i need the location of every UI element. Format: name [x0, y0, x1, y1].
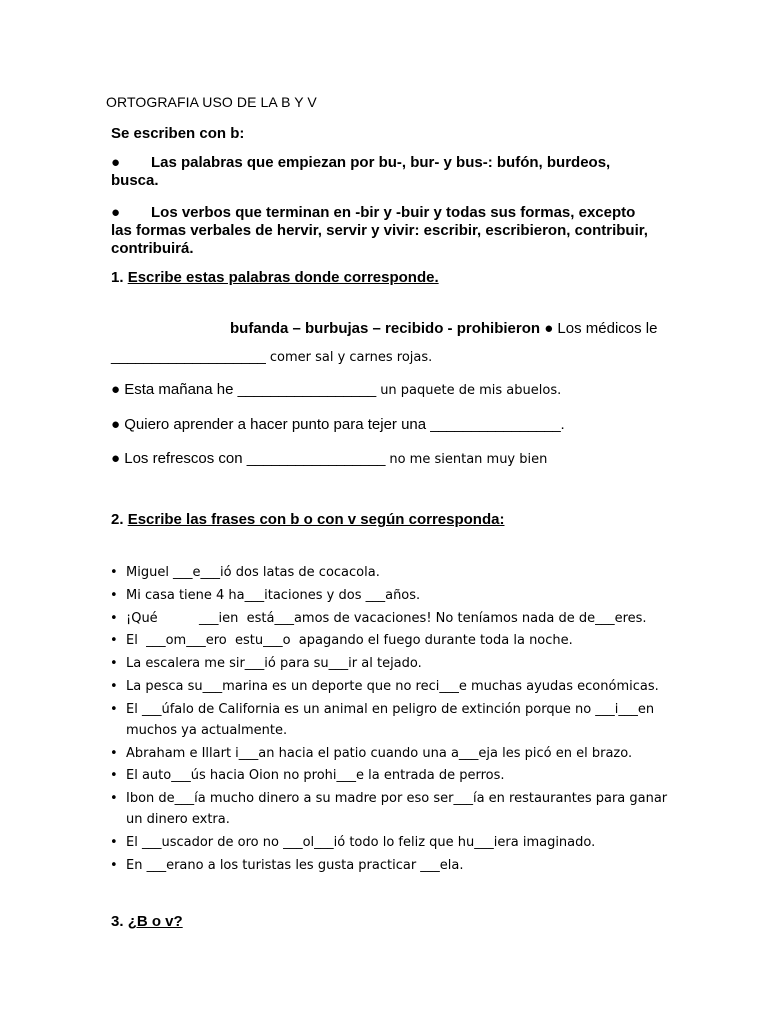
word-bank-words: bufanda – burbujas – recibido - prohibieron	[230, 320, 541, 337]
answer-blank[interactable]: _________________	[246, 450, 386, 467]
rule-text: Las palabras que empiezan por bu-, bur- y bus-: bufón, burdeos, busca.	[111, 154, 611, 189]
section-number: 1.	[111, 269, 124, 286]
rule-bullet: ●	[111, 204, 121, 221]
section-3-heading	[111, 913, 183, 930]
section-title: Escribe las frases con b o con v según corresponda:	[127, 511, 505, 528]
exercise-lead: ● Los refrescos con	[111, 450, 247, 467]
section-number: 3.	[111, 913, 124, 930]
list-item: • En ___erano a los turistas les gusta practicar ___ela.	[108, 855, 668, 876]
sentence-list	[108, 562, 668, 878]
document-title: ORTOGRAFIA USO DE LA B Y V	[106, 94, 317, 110]
rule-text: Los verbos que terminan en -bir y -buir y todas sus formas, excepto las formas verbales de hervir, servir y vivir: escribir, escribieron, contribuir, contribuirá.	[111, 204, 648, 257]
list-item: • El ___uscador de oro no ___ol___ió todo lo feliz que hu___iera imaginado.	[108, 832, 668, 853]
list-item: • Mi casa tiene 4 ha___itaciones y dos ___años.	[108, 585, 668, 606]
rule-item	[111, 154, 651, 190]
answer-blank[interactable]: ___________________	[111, 348, 266, 365]
section-number: 2.	[111, 511, 124, 528]
list-item: • Miguel ___e___ió dos latas de cocacola.	[108, 562, 668, 583]
section-1-heading	[111, 269, 439, 286]
list-item: • El auto___ús hacia Oion no prohi___e la entrada de perros.	[108, 765, 668, 786]
list-item: • La pesca su___marina es un deporte que no reci___e muchas ayudas económicas.	[108, 676, 668, 697]
list-item: • ¡Qué ___ien está___amos de vacaciones! No teníamos nada de de___eres.	[108, 608, 668, 629]
section-title: ¿B o v?	[127, 913, 183, 930]
exercise-lead: ● Esta mañana he	[111, 381, 238, 398]
list-item: • Ibon de___ía mucho dinero a su madre por eso ser___ía en restaurantes para ganar un dinero extra.	[108, 788, 668, 830]
exercise-line	[111, 416, 565, 433]
rule-item	[111, 204, 651, 258]
list-item: • Abraham e Illart i___an hacia el patio cuando una a___eja les picó en el brazo.	[108, 743, 668, 764]
rules-subheading: Se escriben con b:	[111, 125, 245, 142]
rule-bullet: ●	[111, 154, 121, 171]
exercise-tail: comer sal y carnes rojas.	[265, 350, 433, 365]
exercise-tail: un paquete de mis abuelos.	[376, 383, 562, 398]
section-2-heading	[111, 511, 504, 528]
word-bank	[230, 320, 657, 337]
answer-blank[interactable]: _________________	[237, 381, 377, 398]
list-item: • El ___om___ero estu___o apagando el fuego durante toda la noche.	[108, 630, 668, 651]
answer-blank[interactable]: ________________	[430, 416, 561, 433]
exercise-tail: no me sientan muy bien	[385, 452, 548, 467]
list-item: • La escalera me sir___ió para su___ir al tejado.	[108, 653, 668, 674]
section-title: Escribe estas palabras donde corresponde.	[127, 269, 439, 286]
exercise-line	[111, 450, 547, 467]
word-bank-tail: ● Los médicos le	[540, 320, 658, 337]
exercise-line	[111, 348, 432, 365]
exercise-tail: .	[560, 416, 565, 433]
exercise-lead: ● Quiero aprender a hacer punto para tejer una	[111, 416, 431, 433]
list-item: • El ___úfalo de California es un animal en peligro de extinción porque no ___i___en muchos ya actualmente.	[108, 699, 668, 741]
exercise-line	[111, 381, 561, 398]
